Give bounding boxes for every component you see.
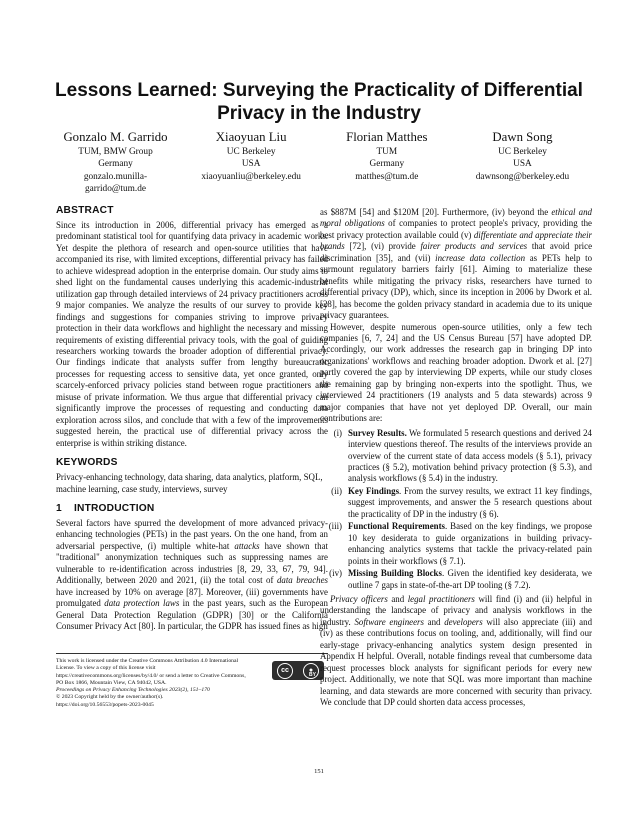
author-affiliation: UC Berkeley — [498, 147, 547, 157]
by-label: BY — [309, 671, 316, 678]
author-country: Germany — [369, 159, 405, 170]
intro-paragraph: Several factors have spurred the development of more advanced privacy-enhancing technologies (PETs) in the past years. On the one hand, from an adversarial perspective, (i) multiple white-hat attacks have shown that "traditional" anonymization techniques such as suppressing names are vulnerable to re-identification across industries [8, 29, 33, 67, 79, 94]. Additionally, between 2020 and 2021, (ii) the total cost of data breaches have increased by 10% on average [87]. Moreover, (iii) governments have promulgated data protection laws in the past years, such as the European General Data Protection Regulation (GDPR) [30] or the California Consumer Privacy Act [80]. In particular, the GDPR has issued fines as high — [56, 517, 328, 632]
author-block — [455, 130, 590, 195]
cc-icon: cc — [277, 663, 293, 679]
author-name: Florian Matthes — [346, 130, 428, 144]
keywords-text: Privacy-enhancing technology, data sharing, data analytics, platform, SQL, machine learning, case study, interviews, survey — [56, 472, 323, 494]
author-name: Dawn Song — [492, 130, 553, 144]
author-affiliation: UC Berkeley — [226, 147, 276, 157]
license-text: This work is licensed under the Creative Commons Attribution 4.0 International License. To view a copy of this license visit https://creativecommons.org/licenses/by/4.0/ or send a letter to Creative Commons, PO Box 1866, Mountain View, CA 94042, USA. — [56, 658, 246, 686]
author-country: Germany — [98, 159, 133, 170]
list-item: (ii) Key Findings. From the survey results, we extract 11 key findings, suggest improvements, and answer the 5 research questions about the practicality of DP in the industry (§ 6). — [331, 485, 592, 519]
keywords-heading: KEYWORDS — [56, 457, 118, 469]
author-block — [184, 130, 319, 195]
cc-by-logo — [272, 661, 324, 680]
abstract-heading: ABSTRACT — [56, 205, 114, 216]
author-email: dawnsong@berkeley.edu — [475, 171, 570, 182]
right-paragraph-1: as $887M [54] and $120M [20]. Furthermore, (iv) beyond the ethical and moral obligations of companies to protect people's privacy, providing the best privacy protection available could (v) differentiate and appreciate their brands [72], (vi) provide fairer products and services that avoid price discrimination [35], and (vii) increase data collection as PETs help to surmount regulatory barriers fairly [61]. Aiming to materialize these benefits while mitigating the privacy risks, researchers have turned to differential privacy (DP), which, since its inception in 2006 by Dwork et al. [28], has become the golden privacy standard in academia due to its unique privacy guarantees. — [320, 207, 593, 321]
author-affiliation: TUM — [376, 147, 398, 157]
page-number: 151 — [314, 768, 324, 775]
list-item: (i) Survey Results. We formulated 5 research questions and derived 24 interview questions thereof. The results of the interviews provide an overview of the current state of data access models (§ 5.1), privacy practices (§ 5.2), motivation behind privacy protection (§ 5.3), and analysis workflows (§ 5.4) in the industry. — [333, 427, 592, 484]
introduction-heading: 1 INTRODUCTION — [56, 502, 155, 514]
author-email: xiaoyuanliu@berkeley.edu — [201, 171, 301, 182]
right-paragraph-3: Privacy officers and legal practitioners will find (i) and (ii) helpful in understanding the landscape of privacy and analysis workflows in the industry. Software engineers and developers will also appreciate (iii) and (iv) as these contributions focus on tooling, and, additionally, will find our early-stage privacy-enhancing analytics system design presented in Appendix H helpful. Overall, notable findings reveal that cumbersome data request processes block analysts for significant periods for every new project. Additionally, we note that SQL was more important than machine learning, and data stewards are more concerned with security than privacy. We conclude that DP could shorten data access processes, — [320, 593, 593, 708]
license-footnote — [56, 653, 328, 709]
list-item: (iv) Missing Building Blocks. Given the identified key desiderata, we outline 7 gaps in state-of-the-art DP tooling (§ 7.2). — [329, 568, 592, 590]
contributions-list — [320, 428, 592, 591]
right-paragraph-2: However, despite numerous open-source utilities, only a few tech companies [6, 7, 24] and the US Census Bureau [57] have adopted DP. Accordingly, our work addresses the research gap in bringing DP into organizations' workflows and reaching broader adoption. Dwork et al. [27] partly covered the gap by interviewing DP experts, while our study closes the remaining gap by bringing non-experts into the spotlight. Thus, we interviewed 24 practitioners (19 analysts and 5 data stewards) across 9 major companies that have not yet deployed DP. Overall, our main contributions are: — [320, 321, 592, 424]
author-country: USA — [241, 159, 261, 170]
paper-title: Lessons Learned: Surveying the Practicality of Differential Privacy in the Industry — [55, 80, 583, 124]
copyright-line: © 2023 Copyright held by the owner/author(s). — [56, 694, 164, 701]
right-column — [320, 207, 592, 708]
person-icon: ● — [303, 663, 319, 679]
left-column — [56, 205, 328, 633]
author-block — [48, 130, 183, 195]
author-list — [48, 130, 590, 195]
doi-line: https://doi.org/10.56553/popets-2023-0045 — [56, 701, 154, 708]
proceedings-line: Proceedings on Privacy Enhancing Technologies 2023(2), 151–170 — [56, 687, 210, 694]
list-item: (iii) Functional Requirements. Based on the key findings, we propose 10 key desiderata to guide organizations in building privacy-enhancing analytics systems that tackle the privacy-related pain points in their workflows (§ 7.1). — [328, 521, 592, 566]
author-email: garrido@tum.de — [85, 183, 146, 194]
author-email: gonzalo.munilla- — [83, 171, 148, 182]
author-name: Gonzalo M. Garrido — [63, 130, 168, 144]
author-email: matthes@tum.de — [355, 171, 419, 182]
author-block — [319, 130, 454, 195]
author-country: USA — [513, 159, 532, 170]
abstract-text: Since its introduction in 2006, differential privacy has emerged as a predominant statistical tool for quantifying data privacy in academic works. Yet despite the plethora of research and open-source utilities that have accompanied its rise, with limited exceptions, differential privacy has failed to achieve widespread adoption in the enterprise domain. Our study aims to shed light on the fundamental causes underlying this academic-industrial utilization gap through detailed interviews of 24 privacy practitioners across 9 major companies. We analyze the results of our survey to provide key findings and suggestions for companies striving to improve privacy protection in their data workflows and highlight the necessary and missing requirements of existing differential privacy tools, with the goal of guiding researchers working towards the broader adoption of differential privacy. Our findings indicate that analysts suffer from lengthy bureaucratic processes for requesting access to sensitive data, yet once granted, only scarcely-enforced privacy policies stand between rogue practitioners and misuse of private information. We thus argue that differential privacy can significantly improve the processes of requesting and conducting data exploration across silos, and conclude that with a few of the improvements suggested herein, the practical use of differential privacy across the enterprise is within striking distance. — [56, 220, 328, 448]
author-affiliation: TUM, BMW Group — [78, 147, 153, 157]
author-name: Xiaoyuan Liu — [215, 130, 287, 144]
